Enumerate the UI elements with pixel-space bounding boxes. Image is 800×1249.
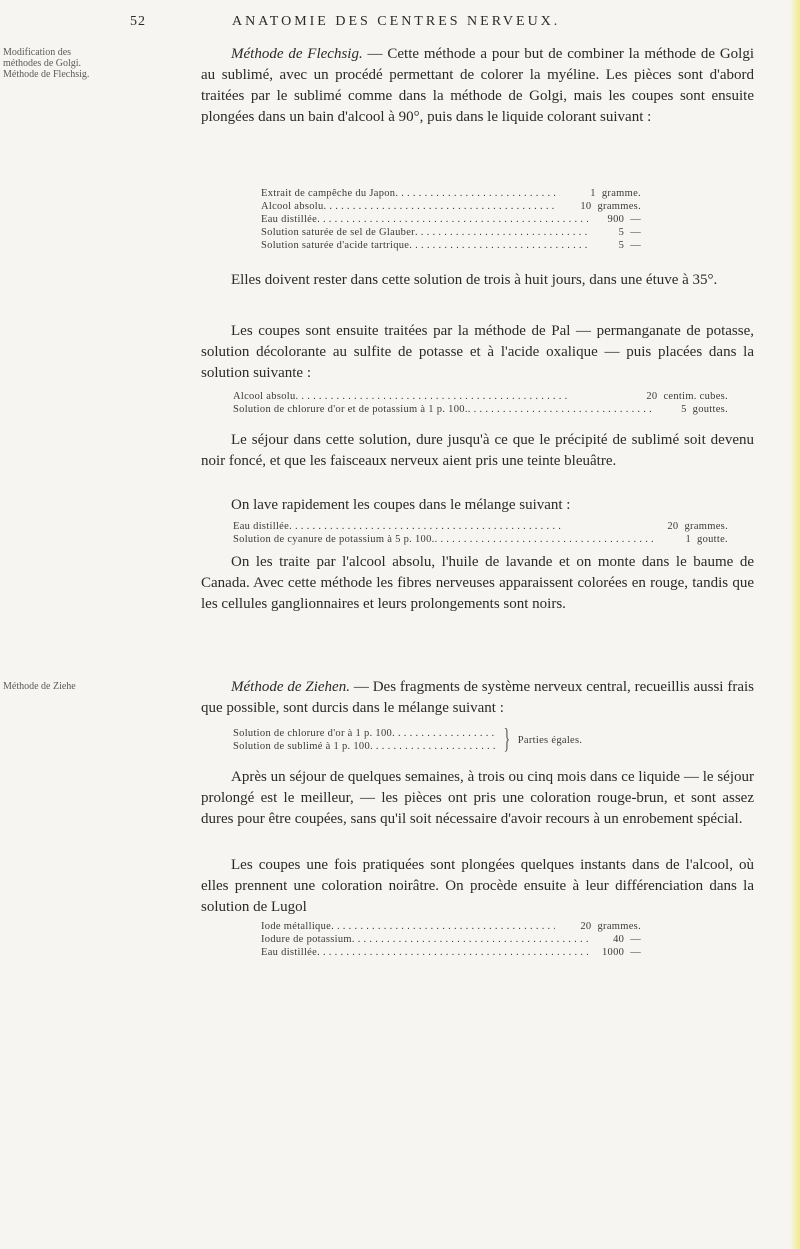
- recipe-row: [233, 533, 728, 546]
- recipe-row: [261, 187, 641, 200]
- paragraph-apres-sejour: [201, 767, 754, 830]
- recipe-ingredient: Eau distillée: [261, 947, 318, 958]
- leader-dots: [468, 403, 651, 416]
- recipe-amount: 900: [607, 214, 625, 225]
- paragraph-sejour: [201, 430, 754, 472]
- recipe-ingredient: Solution de sublimé à 1 p. 100: [233, 741, 371, 752]
- recipe-quantity: [560, 187, 641, 200]
- paper-edge-stain: [790, 0, 800, 1249]
- recipe-lugol: [261, 920, 641, 959]
- running-head: [0, 14, 800, 34]
- recipe-amount: 20: [580, 921, 592, 932]
- leader-dots: [395, 187, 560, 200]
- recipe-amount: 20: [646, 391, 658, 402]
- recipe-campeche: [261, 187, 641, 252]
- recipe-row: [261, 933, 641, 946]
- paragraph-text: — Des fragments de système nerveux central, recueillis aussi frais que possible, sont durcis dans le mélange suivant :: [201, 679, 754, 716]
- recipe-ingredient: Alcool absolu: [233, 391, 296, 402]
- recipe-row: [261, 226, 641, 239]
- margin-note-flechsig: Modification des méthodes de Golgi. Méthode de Flechsig.: [3, 47, 90, 80]
- recipe-quantity: [555, 200, 641, 213]
- recipe-row: [261, 213, 641, 226]
- leader-dots: [352, 933, 588, 946]
- brace-symbol: }: [503, 724, 511, 755]
- paragraph-text: On les traite par l'alcool absolu, l'huile de lavande et on monte dans le baume de Canada. Avec cette méthode les fibres nerveuses apparaissent colorées en rouge, tandis que les cellules ganglionnaires et leurs prolongements sont noirs.: [201, 554, 754, 612]
- paragraph-flechsig: [201, 44, 754, 128]
- recipe-unit: —: [630, 214, 641, 225]
- paragraph-text: On lave rapidement les coupes dans le mélange suivant :: [231, 497, 571, 513]
- leader-dots: [289, 520, 642, 533]
- paragraph-text: Après un séjour de quelques semaines, à trois ou cinq mois dans ce liquide — le séjour prolongé est le meilleur, — les pièces ont pris une coloration rouge-brun, et sont assez dures pour être coupées, sans qu'il soit nécessaire d'avoir recours à un enrobement spécial.: [201, 769, 754, 827]
- recipe-row: [233, 403, 728, 416]
- paragraph-text: Le séjour dans cette solution, dure jusqu'à ce que le précipité de sublimé soit devenu noir foncé, et que les faisceaux nerveux aient pris une teinte bleuâtre.: [201, 432, 754, 469]
- recipe-row: [261, 946, 641, 959]
- recipe-ingredient: Solution de chlorure d'or à 1 p. 100: [233, 728, 393, 739]
- leader-dots: [370, 740, 498, 753]
- leader-dots: [392, 727, 498, 740]
- recipe-unit: gouttes.: [692, 404, 728, 415]
- recipe-unit: centim. cubes.: [663, 391, 728, 402]
- recipe-ingredient: Alcool absolu: [261, 201, 324, 212]
- recipe-amount: 40: [613, 934, 625, 945]
- recipe-quantity: [588, 933, 641, 946]
- recipe-quantity: [588, 213, 641, 226]
- recipe-amount: 1: [590, 188, 596, 199]
- paragraph-lavage: [201, 495, 754, 516]
- recipe-quantity: [651, 403, 728, 416]
- margin-note-ziehen: Méthode de Ziehe: [3, 681, 76, 692]
- leader-dots: [415, 226, 588, 239]
- recipe-ingredient: Eau distillée: [233, 521, 290, 532]
- recipe-row: [233, 520, 728, 533]
- recipe-amount: 1: [685, 534, 692, 545]
- recipe-ingredient: Iodure de potassium: [261, 934, 352, 945]
- leader-dots: [317, 213, 588, 226]
- recipe-quantity: [555, 920, 641, 933]
- recipe-unit: grammes.: [597, 921, 641, 932]
- paragraph-text: Les coupes sont ensuite traitées par la méthode de Pal — permanganate de potasse, solution décolorante au sulfite de potasse et à l'acide oxalique — puis placées dans la solution suivante :: [201, 323, 754, 381]
- recipe-row: [261, 200, 641, 213]
- recipe-row: [261, 920, 641, 933]
- paragraph-etuve: [201, 270, 754, 291]
- recipe-sublime: [233, 724, 633, 755]
- recipe-unit: goutte.: [697, 534, 728, 545]
- recipe-ingredient: Solution saturée de sel de Glauber: [261, 227, 415, 238]
- recipe-row: [233, 390, 728, 403]
- recipe-unit: —: [630, 934, 641, 945]
- recipe-unit: gramme.: [601, 188, 641, 199]
- recipe-amount: 10: [580, 201, 592, 212]
- method-title-ziehen: Méthode de Ziehen.: [231, 679, 350, 695]
- recipe-unit: grammes.: [597, 201, 641, 212]
- paragraph-ziehen: [201, 677, 754, 719]
- recipe-ingredient: Solution de chlorure d'or et de potassium à 1 p. 100.: [233, 404, 468, 415]
- paragraph-montage: [201, 552, 754, 615]
- paragraph-text: — Cette méthode a pour but de combiner la méthode de Golgi au sublimé, avec un procédé permettant de colorer la myéline. Les pièces sont d'abord traitées par le sublimé comme dans la méthode de Golgi, mais les coupes sont ensuite plongées dans un bain d'alcool à 90°, puis dans le liquide colorant suivant :: [201, 46, 754, 125]
- recipe-ingredient: Solution de cyanure de potassium à 5 p. 100.: [233, 534, 435, 545]
- paragraph-lugol: [201, 855, 754, 918]
- paragraph-text: Elles doivent rester dans cette solution de trois à huit jours, dans une étuve à 35°.: [231, 272, 718, 288]
- leader-dots: [331, 920, 555, 933]
- recipe-quantity: [655, 533, 728, 546]
- recipe-unit: —: [630, 227, 641, 238]
- recipe-cyanure: [233, 520, 728, 546]
- recipe-amount: 5: [618, 240, 625, 251]
- recipe-ingredient: Extrait de campêche du Japon: [261, 188, 396, 199]
- recipe-quantity: [588, 239, 641, 252]
- leader-dots: [317, 946, 588, 959]
- recipe-amount: 5: [618, 227, 625, 238]
- recipe-quantity: [588, 946, 641, 959]
- leader-dots: [324, 200, 556, 213]
- leader-dots: [409, 239, 588, 252]
- recipe-quantity: [621, 390, 728, 403]
- leader-dots: [435, 533, 655, 546]
- recipe-ingredient: Solution saturée d'acide tartrique: [261, 240, 410, 251]
- recipe-unit: —: [630, 947, 641, 958]
- recipe-unit: —: [630, 240, 641, 251]
- recipe-amount: 5: [681, 404, 687, 415]
- recipe-row: [261, 239, 641, 252]
- leader-dots: [296, 390, 622, 403]
- paragraph-text: Les coupes une fois pratiquées sont plongées quelques instants dans de l'alcool, où elles prennent une coloration noirâtre. On procède ensuite à leur différenciation dans la solution de Lugol: [201, 857, 754, 915]
- recipe-amount: 1000: [601, 947, 625, 958]
- recipe-proportion: Parties égales.: [517, 734, 583, 746]
- recipe-unit: grammes.: [684, 521, 728, 532]
- recipe-quantity: [642, 520, 728, 533]
- page-number: 52: [130, 14, 146, 29]
- recipe-chlorure-or: [233, 390, 728, 416]
- recipe-ingredient: Iode métallique: [261, 921, 332, 932]
- recipe-ingredient: Eau distillée: [261, 214, 318, 225]
- paragraph-pal: [201, 321, 754, 384]
- running-title: ANATOMIE DES CENTRES NERVEUX.: [232, 14, 561, 29]
- method-title-flechsig: Méthode de Flechsig.: [231, 46, 363, 62]
- recipe-amount: 20: [667, 521, 679, 532]
- recipe-quantity: [588, 226, 641, 239]
